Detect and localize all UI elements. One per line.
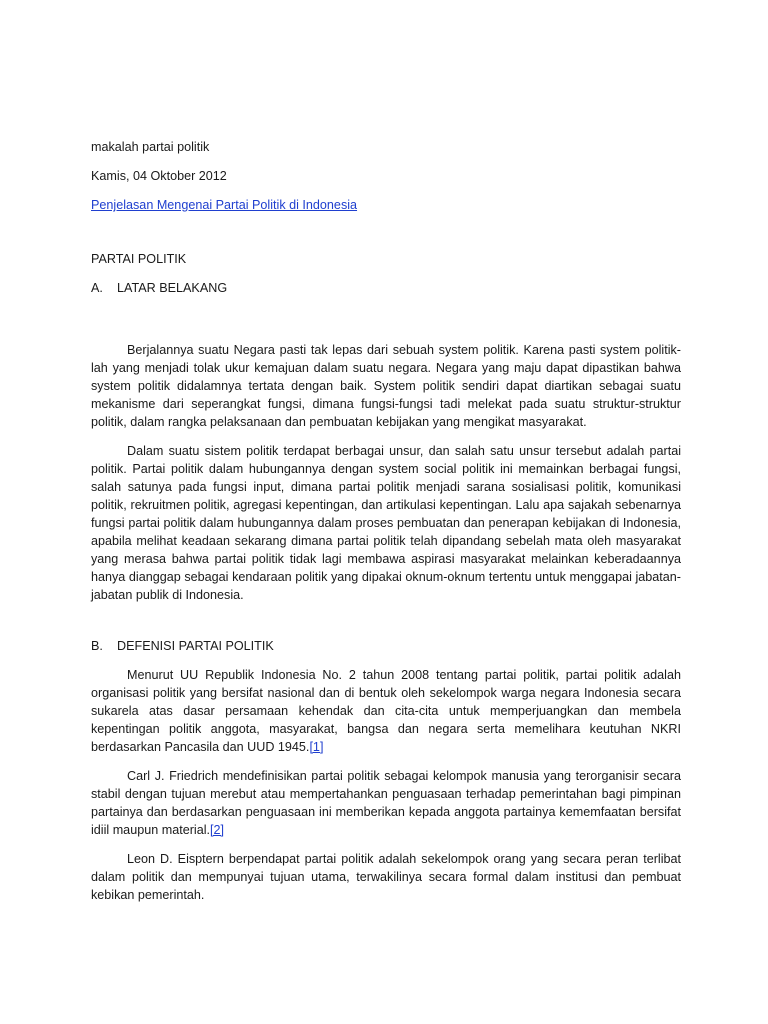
section-b-title: DEFENISI PARTAI POLITIK xyxy=(117,639,274,653)
section-a-title: LATAR BELAKANG xyxy=(117,281,228,295)
paragraph-text: Carl J. Friedrich mendefinisikan partai politik sebagai kelompok manusia yang terorganisir secara stabil dengan tujuan merebut atau mempertahankan penguasaan terhadap pemerintahan bagi pimpinan partainya dan berdasarkan penguasaan ini memberikan kepada anggota partainya kememfaatan bersifat idiil maupun material. xyxy=(91,769,681,837)
section-b-paragraph-3 xyxy=(91,850,681,904)
section-a-letter: A. xyxy=(91,281,103,295)
section-b-paragraph-1 xyxy=(91,666,681,756)
footnote-link-1[interactable]: [1] xyxy=(309,740,324,754)
article-link[interactable]: Penjelasan Mengenai Partai Politik di Indonesia xyxy=(91,198,358,212)
main-heading: PARTAI POLITIK xyxy=(91,252,187,266)
section-b-heading xyxy=(91,637,681,655)
section-b-letter: B. xyxy=(91,639,103,653)
document-page xyxy=(91,138,681,915)
paragraph-text: Leon D. Eisptern berpendapat partai politik adalah sekelompok orang yang secara peran terlibat dalam politik dan mempunyai tujuan utama, terwakilinya secara formal dalam institusi dan pembuat kebikan pemerintah. xyxy=(91,852,681,902)
paragraph-text: Menurut UU Republik Indonesia No. 2 tahun 2008 tentang partai politik, partai politik adalah organisasi politik yang bersifat nasional dan di bentuk oleh sekelompok warga negara Indonesia secara sukarela atas dasar persamaan kehendak dan cita-cita untuk memperjuangkan dan membela kepentingan politik anggota, masyarakat, bangsa dan negara serta memelihara keutuhan NKRI berdasarkan Pancasila dan UUD 1945. xyxy=(91,668,681,754)
footnote-link-2[interactable]: [2] xyxy=(210,823,225,837)
document-title: makalah partai politik xyxy=(91,140,210,154)
section-b-paragraph-2 xyxy=(91,767,681,839)
article-link-line xyxy=(91,196,681,214)
section-a-paragraph-2: Dalam suatu sistem politik terdapat berbagai unsur, dan salah satu unsur tersebut adalah partai politik. Partai politik dalam hubungannya dengan system social politik ini memainkan berbagai fungsi, salah satunya pada fungsi input, dimana partai politik menjadi sarana sosialisasi politik, komunikasi politik, rekruitmen politik, agregasi kepentingan, dan artikulasi kepentingan. Lalu apa sajakah sebenarnya fungsi partai politik dalam hubungannya dalam proses pembuatan dan penerapan kebijakan di Indonesia, apabila melihat keadaan sekarang dimana partai politik telah dipandang sebelah mata oleh masyarakat yang merasa bahwa partai politik tidak lagi membawa aspirasi masyarakat melainkan keberadaannya hanya dianggap sebagai kendaraan politik yang dipakai oknum-oknum tertentu untuk menggapai jabatan-jabatan publik di Indonesia. xyxy=(91,444,681,602)
section-a-paragraph-1: Berjalannya suatu Negara pasti tak lepas dari sebuah system politik. Karena pasti system politik-lah yang menjadi tolak ukur kemajuan dalam suatu negara. Negara yang maju dapat dipastikan bahwa system politik didalamnya tertata dengan baik. System politik sendiri dapat diartikan sebagai suatu mekanisme dari seperangkat fungsi, dimana fungsi-fungsi tadi melekat pada suatu struktur-struktur politik, dalam rangka pelaksanaan dan pembuatan kebijakan yang mengikat masyarakat. xyxy=(91,343,681,429)
document-date: Kamis, 04 Oktober 2012 xyxy=(91,169,227,183)
section-a-heading xyxy=(91,279,681,297)
